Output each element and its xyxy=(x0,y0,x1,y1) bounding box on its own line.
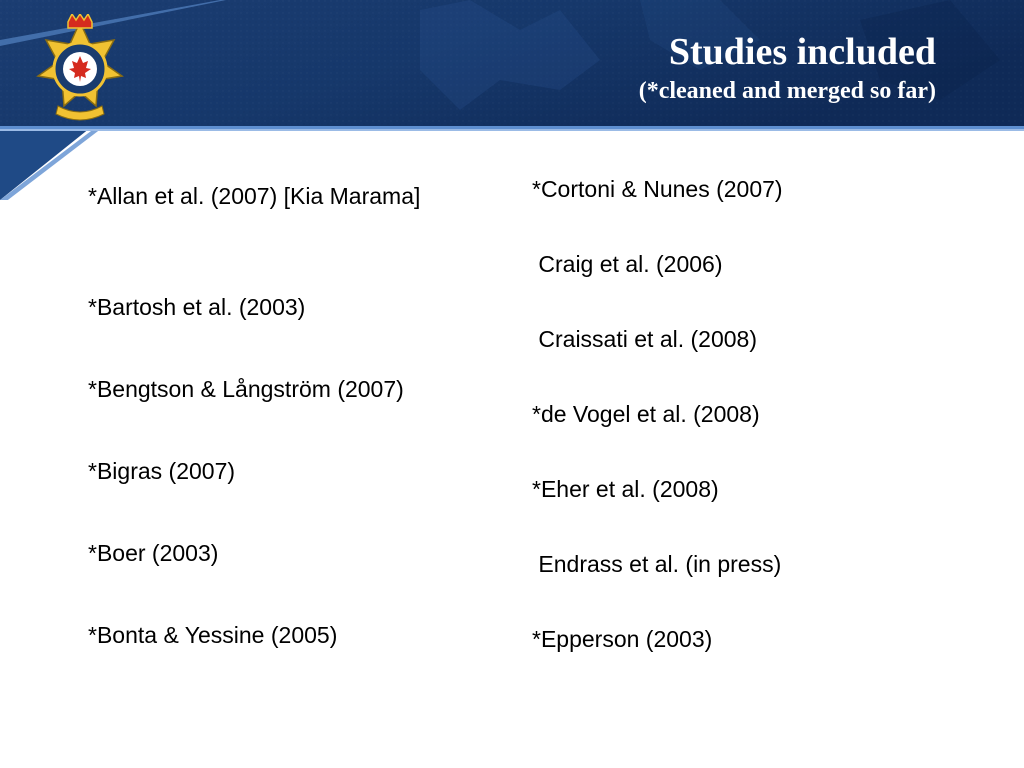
list-item: Craig et al. (2006) xyxy=(532,251,723,277)
list-item: *Eher et al. (2008) xyxy=(532,476,719,502)
list-item: *Boer (2003) xyxy=(88,540,219,566)
list-item: *Bigras (2007) xyxy=(88,458,236,484)
list-item: *Bartosh et al. (2003) xyxy=(88,294,306,320)
list-item: *Bengtson & Långström (2007) xyxy=(88,376,404,402)
list-item: *Allan et al. (2007) [Kia Marama] xyxy=(88,183,421,209)
correctional-service-canada-crest-icon xyxy=(30,14,130,124)
list-item: *de Vogel et al. (2008) xyxy=(532,401,760,427)
header-banner xyxy=(0,0,1024,200)
slide-title: Studies included xyxy=(668,31,936,73)
title-block xyxy=(639,30,936,106)
slide-subtitle: (*cleaned and merged so far) xyxy=(638,78,936,104)
list-item: *Epperson (2003) xyxy=(532,626,713,652)
list-item: *Bonta & Yessine (2005) xyxy=(88,622,338,648)
list-item: Endrass et al. (in press) xyxy=(532,551,782,577)
list-item: *Cortoni & Nunes (2007) xyxy=(532,176,783,202)
list-item: Craissati et al. (2008) xyxy=(532,326,757,352)
